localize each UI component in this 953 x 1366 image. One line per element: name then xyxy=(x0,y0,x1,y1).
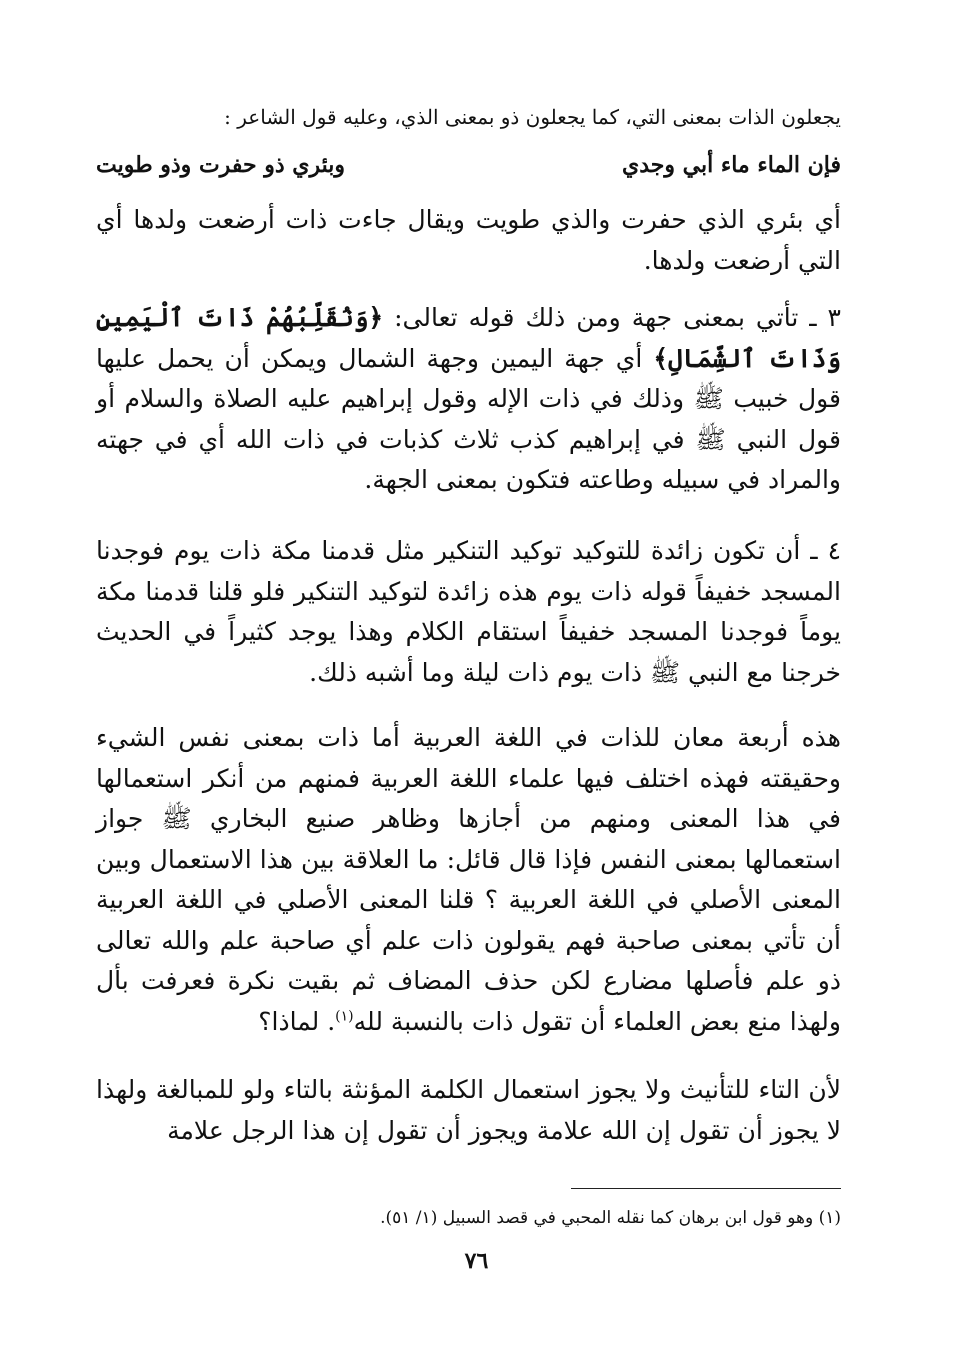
paragraph-2 xyxy=(96,298,841,501)
verse-first-hemistich: فإن الماء ماء أبي وجدي xyxy=(622,152,841,178)
quran-verse: ﴿وَنُقَلِّبُهُمْ ذَاتَ ٱلْيَمِينِ وَذَاتَ ٱلشِّمَالِ﴾ xyxy=(96,303,841,373)
footnote-reference[interactable]: (١) xyxy=(335,1008,354,1025)
footnote-divider xyxy=(571,1188,841,1189)
paragraph-2-rest: أي جهة اليمين وجهة الشمال ويمكن أن يحمل عليها قول خبيب ﷺ وذلك في ذات الإله وقول إبراهيم عليه الصلاة والسلام أو قول النبي ﷺ في إبراهيم كذب ثلاث كذبات في ذات الله أي في جهته والمراد في سبيله وطاعته فتكون بمعنى الجهة. xyxy=(96,343,841,494)
paragraph-1: أي بئري الذي حفرت والذي طويت ويقال جاءت ذات أرضعت ولدها أي التي أرضعت ولدها. xyxy=(96,205,841,275)
paragraph-5: لأن التاء للتأنيث ولا يجوز استعمال الكلمة المؤنثة بالتاء ولو للمبالغة ولهذا لا يجوز أن تقول إن الله علامة ويجوز أن تقول إن هذا الرجل علامة xyxy=(96,1075,841,1145)
verse-second-hemistich: وبئري ذو حفرت وذو طويت xyxy=(96,152,346,178)
opening-line: يجعلون الذات بمعنى التي، كما يجعلون ذو بمعنى الذي، وعليه قول الشاعر : xyxy=(224,105,841,129)
paragraph-3: ٤ ـ أن تكون زائدة للتوكيد توكيد التنكير مثل قدمنا مكة ذات يوم فوجدنا المسجد خفيفاً قوله ذات يوم هذه زائدة لتوكيد التنكير فلو قلنا قدمنا مكة يوماً فوجدنا المسجد خفيفاً استقام الكلام وهذا يوجد كثيراً في الحديث خرجنا مع النبي ﷺ ذات يوم ذات ليلة وما أشبه ذلك. xyxy=(96,536,841,687)
footnote: (١) وهو قول ابن برهان كما نقله المحبي في قصد السبيل (١/ ٥١). xyxy=(380,1208,841,1228)
paragraph-4-start: هذه أربعة معان للذات في اللغة العربية أما ذات بمعنى نفس الشيء وحقيقته فهذه اختلف فيها علماء اللغة العربية فمنهم من أنكر استعمالها في هذا المعنى ومنهم من أجازها وظاهر صنيع البخاري ﷺ جواز استعمالها بمعنى النفس فإذا قال قائل: ما العلاقة بين هذا الاستعمال وبين المعنى الأصلي في اللغة العربية ؟ قلنا المعنى الأصلي في اللغة العربية أن تأتي بمعنى صاحبة فهم يقولون ذات علم أي صاحبة علم والله تعالى ذو علم فأصلها مضارع لكن حذف المضاف ثم بقيت نكرة فعرفت بأل ولهذا منع بعض العلماء أن تقول ذات بالنسبة لله xyxy=(96,723,841,1036)
page-number: ٧٦ xyxy=(464,1248,489,1274)
poetry-verse xyxy=(96,152,841,192)
paragraph-2-start: ٣ ـ تأتي بمعنى جهة ومن ذلك قوله تعالى: xyxy=(383,303,841,332)
paragraph-4-end: . لماذا؟ xyxy=(258,1006,336,1036)
paragraph-4 xyxy=(96,718,841,1042)
